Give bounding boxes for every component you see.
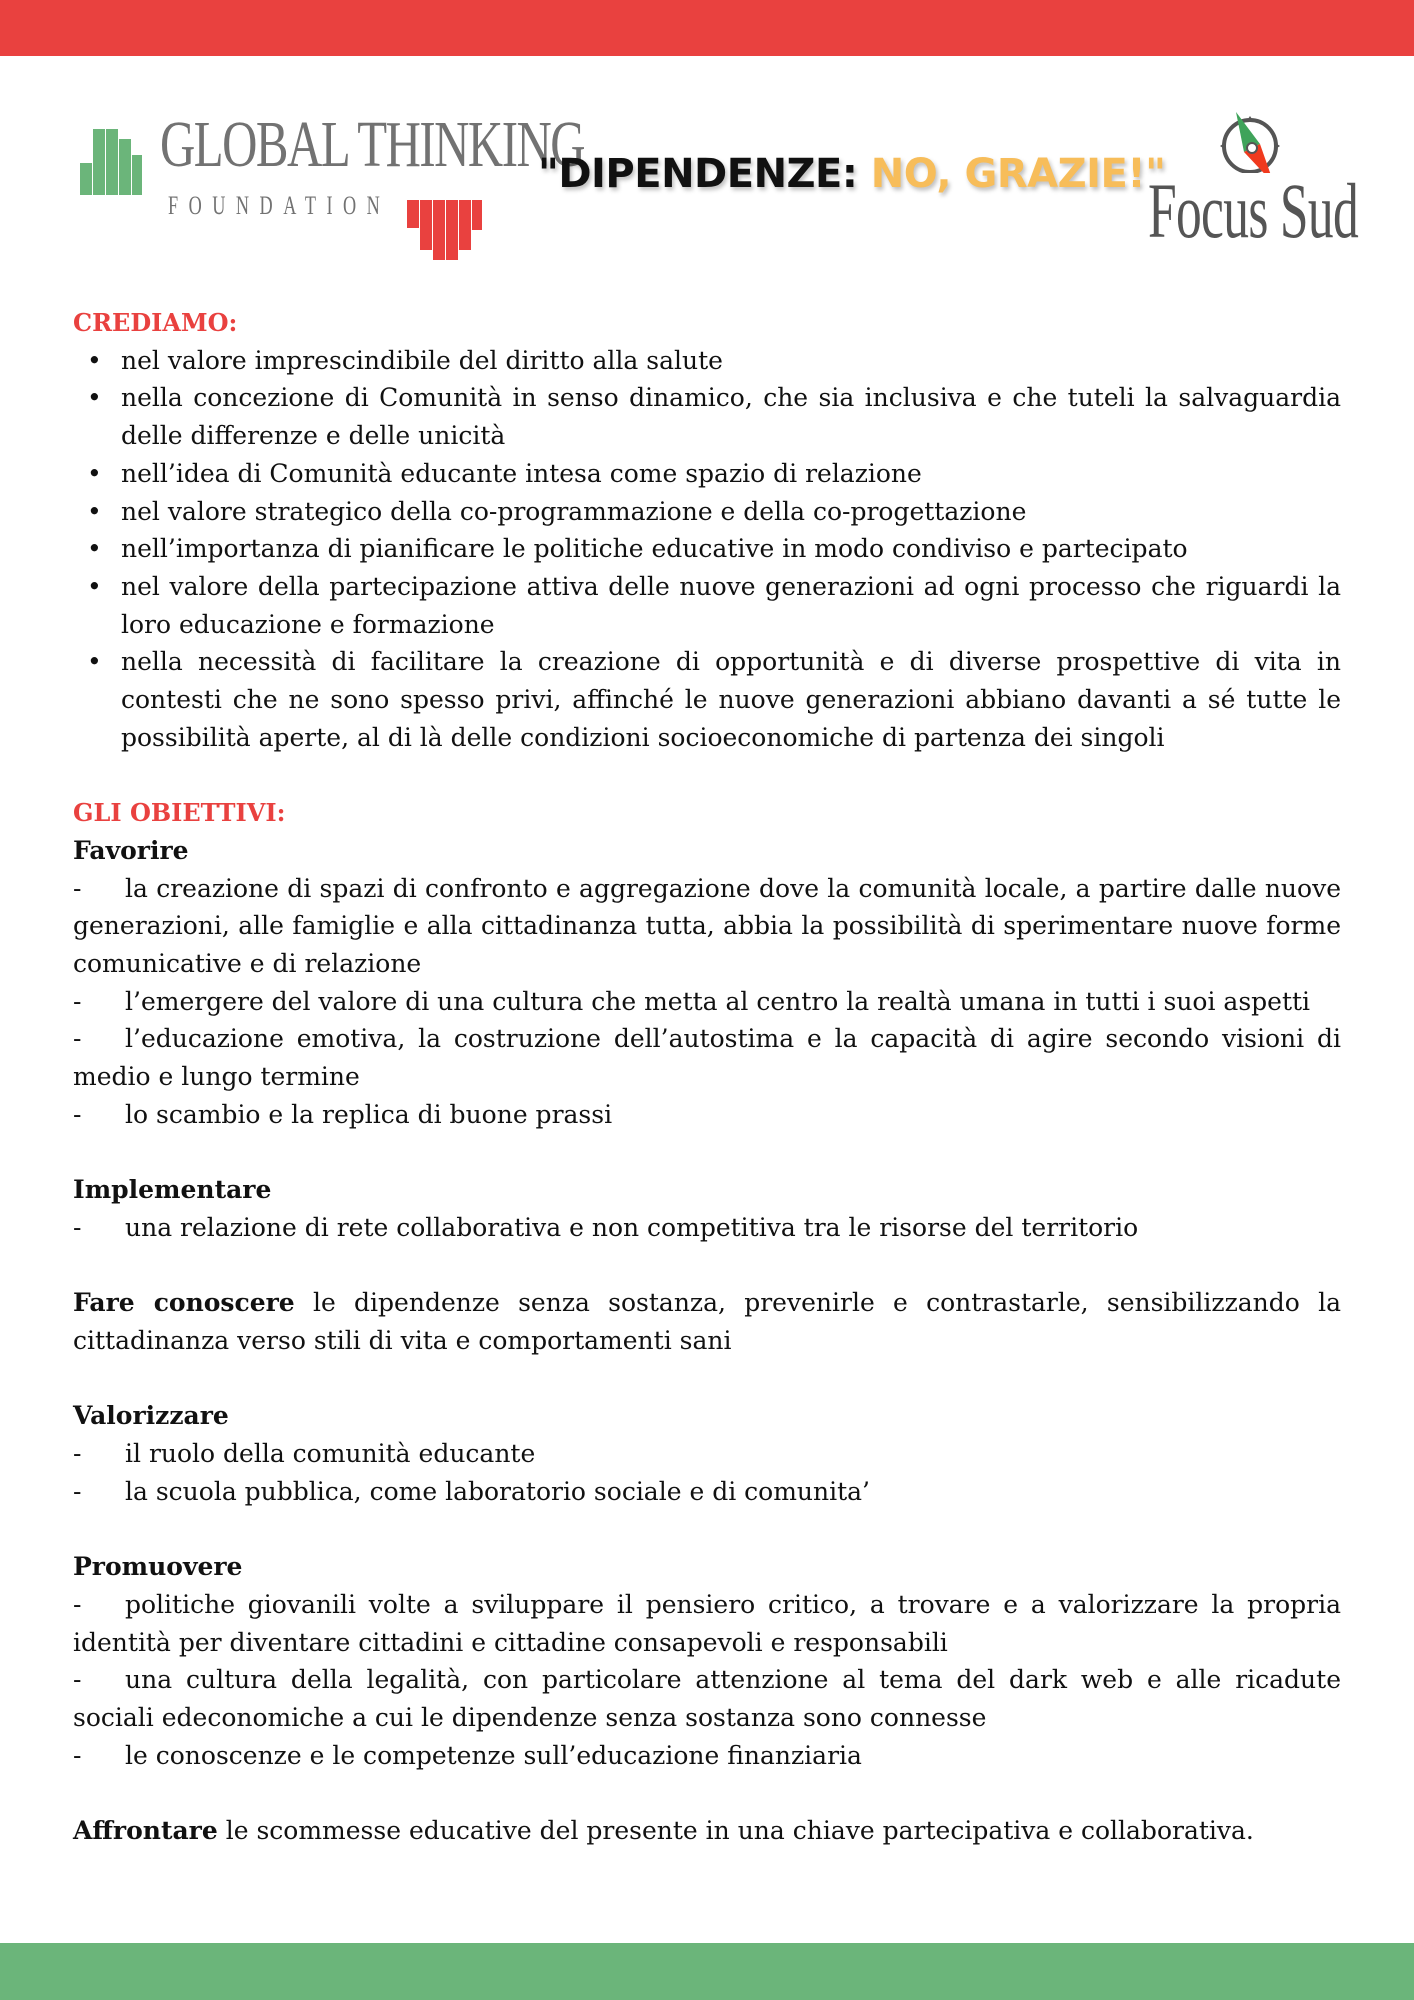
bottom-color-bar (0, 1943, 1414, 2000)
promuovere-item: - le conoscenze e le competenze sull’educazione finanziaria (73, 1740, 862, 1770)
crediamo-item: • nella necessità di facilitare la creazione di opportunità e di diverse prospettive di vita in contesti che ne sono spesso privi, affinché le nuove generazioni abbiano davanti a sé tutte le possibilità aperte, al di là delle condizioni socioeconomiche di partenza dei singoli (121, 643, 1341, 756)
favorire-label: Favorire (73, 835, 189, 865)
favorire-item: - l’emergere del valore di una cultura che metta al centro la realtà umana in tutti i suoi aspetti (73, 986, 1311, 1016)
compass-icon (1208, 108, 1298, 173)
valorizzare-item: - la scuola pubblica, come laboratorio sociale e di comunita’ (73, 1476, 870, 1506)
focus-sud-logo (1148, 108, 1359, 254)
crediamo-item: • nell’idea di Comunità educante intesa come spazio di relazione (121, 455, 1341, 493)
favorire-item: - l’educazione emotiva, la costruzione dell’autostima e la capacità di agire secondo visioni di medio e lungo termine (73, 1024, 1341, 1092)
implementare-item: - una relazione di rete collaborativa e non competitiva tra le risorse del territorio (73, 1212, 1139, 1242)
title-main: "DIPENDENZE: (538, 151, 871, 197)
crediamo-item: • nel valore della partecipazione attiva delle nuove generazioni ad ogni processo che riguardi la loro educazione e formazione (121, 568, 1341, 643)
green-bars-icon (80, 115, 160, 260)
obiettivi-heading: GLI OBIETTIVI: (73, 798, 286, 828)
promuovere-item: - una cultura della legalità, con particolare attenzione al tema del dark web e alle ricadute sociali edeconomiche a cui le dipendenze senza sostanza sono connesse (73, 1665, 1341, 1732)
affrontare-paragraph: Affrontare le scommesse educative del presente in una chiave partecipativa e collaborativa. (73, 1816, 1254, 1846)
favorire-item: - lo scambio e la replica di buone prassi (73, 1099, 613, 1129)
top-color-bar (0, 0, 1414, 56)
page-title (538, 151, 1165, 197)
global-thinking-foundation-logo (80, 108, 585, 260)
document-body (73, 304, 1341, 1850)
favorire-item: - la creazione di spazi di confronto e aggregazione dove la comunità locale, a partire dalle nuove generazioni, alle famiglie e alla cittadinanza tutta, abbia la possibilità di sperimentare nuove forme comunicative e di relazione (73, 873, 1341, 978)
title-accent: NO, GRAZIE!" (870, 151, 1166, 197)
implementare-label: Implementare (73, 1175, 272, 1205)
promuovere-label: Promuovere (73, 1552, 243, 1582)
valorizzare-item: - il ruolo della comunità educante (73, 1439, 536, 1469)
crediamo-item: • nel valore strategico della co-programmazione e della co-progettazione (121, 493, 1341, 531)
crediamo-heading: CREDIAMO: (73, 308, 238, 337)
fare-conoscere-paragraph: Fare conoscere le dipendenze senza sostanza, prevenirle e contrastarle, sensibilizzando la cittadinanza verso stili di vita e comportamenti sani (73, 1288, 1341, 1355)
crediamo-list (73, 342, 1341, 757)
logo-sub-text: FOUNDATION (168, 191, 391, 220)
crediamo-item: • nella concezione di Comunità in senso dinamico, che sia inclusiva e che tuteli la salvaguardia delle differenze e delle unicità (121, 379, 1341, 454)
focus-sud-text: Focus Sud (1148, 167, 1359, 254)
valorizzare-label: Valorizzare (73, 1401, 229, 1431)
logo-main-text: GLOBAL THINKING (160, 108, 585, 181)
promuovere-item: - politiche giovanili volte a sviluppare il pensiero critico, a trovare e a valorizzare la propria identità per diventare cittadini e cittadine consapevoli e responsabili (73, 1589, 1341, 1657)
red-bars-icon (407, 115, 487, 260)
crediamo-item: • nel valore imprescindibile del diritto alla salute (121, 342, 1341, 380)
crediamo-item: • nell’importanza di pianificare le politiche educative in modo condiviso e partecipato (121, 530, 1341, 568)
